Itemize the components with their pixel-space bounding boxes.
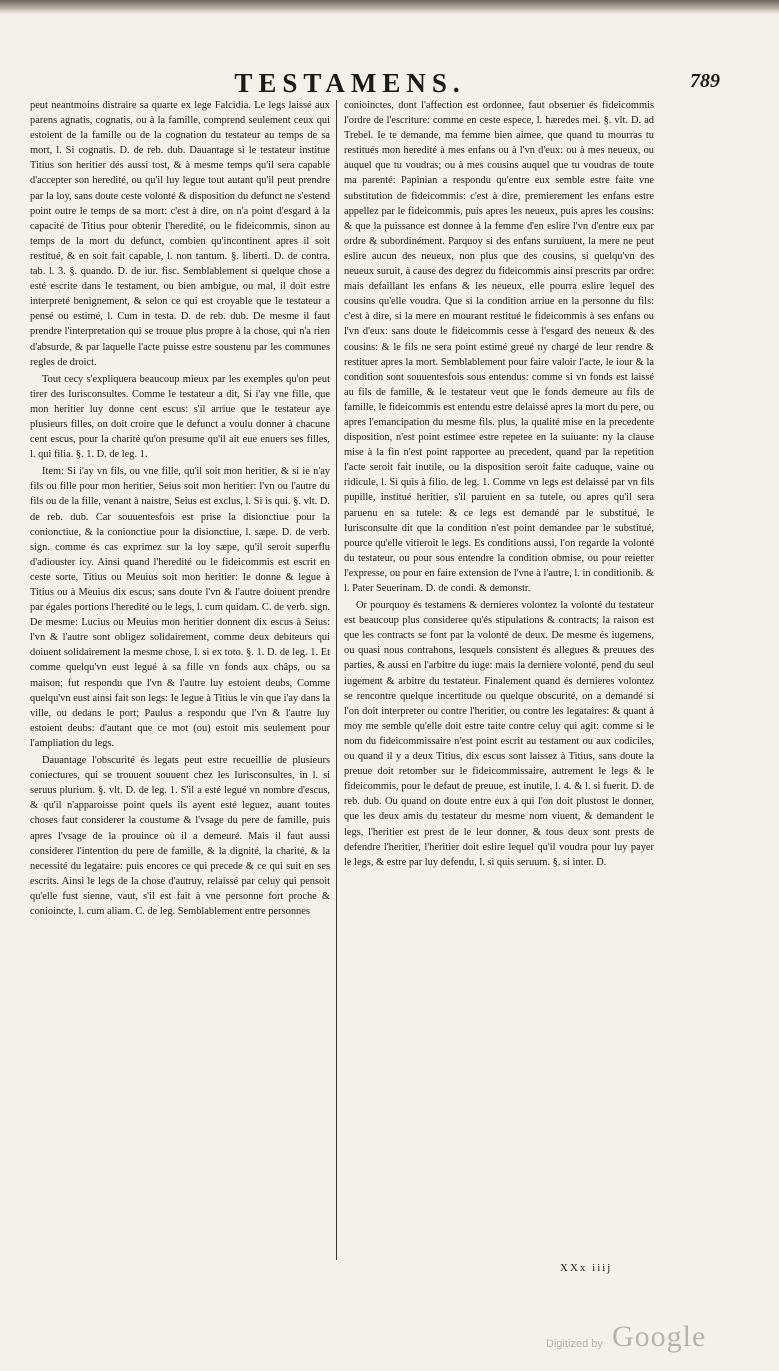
signature-mark: XXx iiij — [560, 1262, 613, 1274]
running-title: TESTAMENS. — [234, 68, 466, 98]
right-paragraph: conioinctes, dont l'affection est ordonnee, faut obseruer és fideicommis l'ordre de l'escriture: comme en ceste espece, l. hæredes mei. §. vlt. D. ad Trebel. Ie te demande, ma femme bien aimee, que quand tu mourras tu restitués mon heredité à mes enfans ou à l'vn d'eux: ou à mes neueux, ou auquel que tu voudras; ou à mes cousins auquel que tu voudras de toute ma parenté: Papinian a respondu qu'entre eux semble estre faite vne substitution de fideicommis: c'est à dire, premierement les enfans estre appellez par le fideicommis, puis apres les neueux, puis apres les cousins: & que la puissance est donnee à la femme d'en eslire l'vn d'entre eux par ordre & subordinément. Parquoy si des enfans suruiuent, la mere ne peut eslire aucun des neueux, non plus que des cousins, si quelqu'vn des neueux suruit, à cause des degrez du fideicommis ainsi prescrits par ordre: mais defaillant les enfans & les neueux, elle pourra eslire lequel des cousins qu'elle voudra. Que si la condition arriue en la personne du fils: c'est à dire, si la mere en mourant restitué le fideicommis à ses enfans ou l'vn d'eux: sans doute le fideicommis cesse à l'esgard des neueux & des cousins: & le fils ne sera point estimé greué ny chargé de leur rendre & restituer apres la mort. Semblablement pour faire valoir l'acte, le iour & la condition sont souuentesfois sous entendus: comme si vn fonds est laissé au fils de famille, & le testateur veut que le fonds demeure au fils de famille, le fideicommis est entendu estre delaissé apres la mort du pere, ou apres l'emancipation du mesme fils. plus, la qualité mise en la precedente disposition, n'est point estimee estre repetee en la suiuante: ny la clause mise à la fin n'est point rapportee au precedent, quand par la repetition l'acte seroit fait inutile, ou la disposition seroit faite caduque, vaine ou ridicule, l. Si quis à filio. de leg. 1. Comme vn legs est delaissé par vn fils pupille, institué heritier, s'il paruient en sa tutele, ou apres qu'il sera paruenu en sa tutele: & ce legs est demandé par le substitué, le Iurisconsulte dit que la condition n'est point demandee par le substitué, pource qu'elle vitieroit le legs. Es conditions aussi, l'on regarde la volonté du testateur, ou pour sous entendre la condition obmise, ou pour reietter l'expresse, ou pour en faire extension de l'vne à l'autre, l. in conditionib. & l. Pater Seuerinam. D. de condi. & demonstr. — [344, 100, 654, 594]
left-paragraph: Tout cecy s'expliquera beaucoup mieux par les exemples qu'on peut tirer des Iurisconsultes. Comme le testateur a dit, Si i'ay vne fille, que mon heritier luy donne cent escus: s'il arriue que le testateur aye plusieurs filles, on doit croire que le defunct a voulu donner à chacune cent escus, pour la charité qu'on presume qu'il ait eue enuers ses filles, l. qui filia. §. 1. D. de leg. 1. — [30, 373, 330, 461]
page-top-edge — [0, 0, 779, 14]
page-number: 789 — [690, 70, 720, 92]
watermark-prefix: Digitized by — [546, 1338, 603, 1350]
digitized-watermark — [520, 1320, 760, 1360]
left-paragraph: Dauantage l'obscurité és legats peut estre recueillie de plusieurs coniectures, qui se trouuent souuent chez les Iurisconsultes, in l. si seruus plurium. §. vlt. D. de leg. 1. S'il a esté legué vn nombre d'escus, & qu'il n'apparoisse point quels ils ayent esté leguez, auant toutes choses faut considerer la coustume & l'vsage du pere de famille, puis apres l'vsage de la prouince où il a demeuré. Mais il faut aussi considerer l'intention du pere de famille, & la dignité, la charité, & la necessité du legataire: puis encores ce qui precede & ce qui suit en ses escrits. Ainsi le legs de la chose d'autruy, relaissé par celuy qui pensoit qu'elle fust sienne, vaut, s'il est fait à vne personne fort proche & conioincte, l. cum aliam. C. de leg. Semblablement entre personnes — [30, 755, 330, 917]
left-paragraph: peut neantmoins distraire sa quarte ex lege Falcidia. Le legs laissé aux parens agnatis, cognatis, ou à la famille, comprend seulement ceux qui estoient de la famille ou de la cognation du testateur au temps de sa mort, l. Si cognatis. D. de reb. dub. Dauantage si le testateur institue Titius son heritier dés aussi tost, & à mesme temps qu'il sera capable d'accepter son heredité, ou qu'il luy legue tout autant qu'il peut prendre par la loy, sans doute ceste volonté & disposition du defunct ne s'estend point outre le temps de sa mort: c'est à dire, on n'a point d'esgard à la capacité de Titius pour obtenir l'heredité, ou le fideicommis, sinon au temps de la mort du defunct, combien qu'incontinent apres il soit restitué, & en soit fait capable, l. non tantum. §. liberti. D. de contra. tab. l. 3. §. quando. D. de iur. fisc. Semblablement si quelque chose a esté escrite dans le testament, ou bien ambigue, ou mal, il doit estre interpreté benignement, & selon ce qui est croyable que le testateur a pensé ou estimé, l. Cum in testa. D. de reb. dub. De mesme il faut prendre l'interpretation qui se trouue plus propre à la chose, qui n'a rien d'absurde, & par laquelle l'acte puisse estre soustenu par les communes regles de droict. — [30, 100, 330, 368]
left-column — [30, 98, 330, 921]
right-column — [344, 98, 654, 872]
right-paragraph: Or pourquoy és testamens & dernieres volontez la volonté du testateur est beaucoup plus consideree qu'és stipulations & contracts; la raison est que les contracts se font par la volonté de deux. De mesme és iugemens, ou quasi nous contrahons, lesquels consistent és allegues & preuues des parties, & aussi en l'arbitre du iuge: mais la derniere volonté, pend du seul iugement & arbitre du testateur. Finalement quand és dernieres volontez se rencontre quelque incertitude ou quelque obscurité, on a demandé si l'on doit interpreter ou contre l'heritier, ou contre les legataires: & quant à moy me semble qu'elle doit estre taite contre celuy qui agit: comme si le nom du fideicommissaire n'est point escrit au testament ou aux codiciles, ou quand il y a deux Titius, dix escus sont laissez à Titius, sans doute la preuue doit retomber sur le fideicommissaire, autrement le legs & le fideicommis, pour le defaut de preuue, est inutile, l. 4. & l. si fuerit. D. de reb. dub. Ou quand on doute entre eux à qui l'on doit plustost le donner, que les deux amis du testateur du mesme nom viuent, & demandent le legs, l'heritier est prest de le leur donner, & tous deux sont prests de defendre l'heritier, l'heritier doit eslire lequel qu'il voudra pour luy payer le legs, & estre par luy defendu, l. si quis seruum. §. si inter. D. — [344, 600, 654, 868]
column-divider — [336, 100, 337, 1260]
google-logo: Google — [612, 1320, 707, 1353]
left-paragraph: Item: Si i'ay vn fils, ou vne fille, qu'il soit mon heritier, & si ie n'ay fils ou fille pour mon heritier, Seius soit mon heritier: l'vn ou l'autre du fils ou de la fille, venant à naistre, Seius est exclus, l. Si is qui. §. vlt. D. de reb. dub. Car souuentesfois est prise la disionctiue pour la conionctiue, & la conionctiue pour la disionctiue, l. sæpe. D. de verb. sign. comme és cas exprimez sur la loy sæpe, qu'il seroit superflu d'adiouster icy. Ainsi quand l'heredité ou le fideicommis est escrit en ceste sorte, Titius ou Meuius soit mon heritier: Ie donne & legue à Titius ou à Meuius dix escus; sans doute l'vn & l'autre doiuent prendre par égales portions l'heredité ou le legs, l. cum quidam. C. de verb. sign. De mesme: Lucius ou Meuius mon heritier donnent dix escus à Seius: l'vn & l'autre sont obligez solidairement, comme deux debiteurs qui doiuent solidairement la mesme chose, l. si ex toto. §. 1. D. de leg. 1. Et comme quelqu'vn eust legué à sa fille vn fonds aux châps, ou sa maison; fut respondu que l'vn & l'autre luy estoient deubs, Comme quelqu'vn eust ainsi fait son legs: Ie legue à Titius le vin que i'ay dans la ville, ou dedans le port; Paulus a respondu que l'vn & l'autre luy estoient deubs: d'autant que ce mot (ou) estoit mis seulement pour l'ampliation du legs. — [30, 466, 330, 749]
